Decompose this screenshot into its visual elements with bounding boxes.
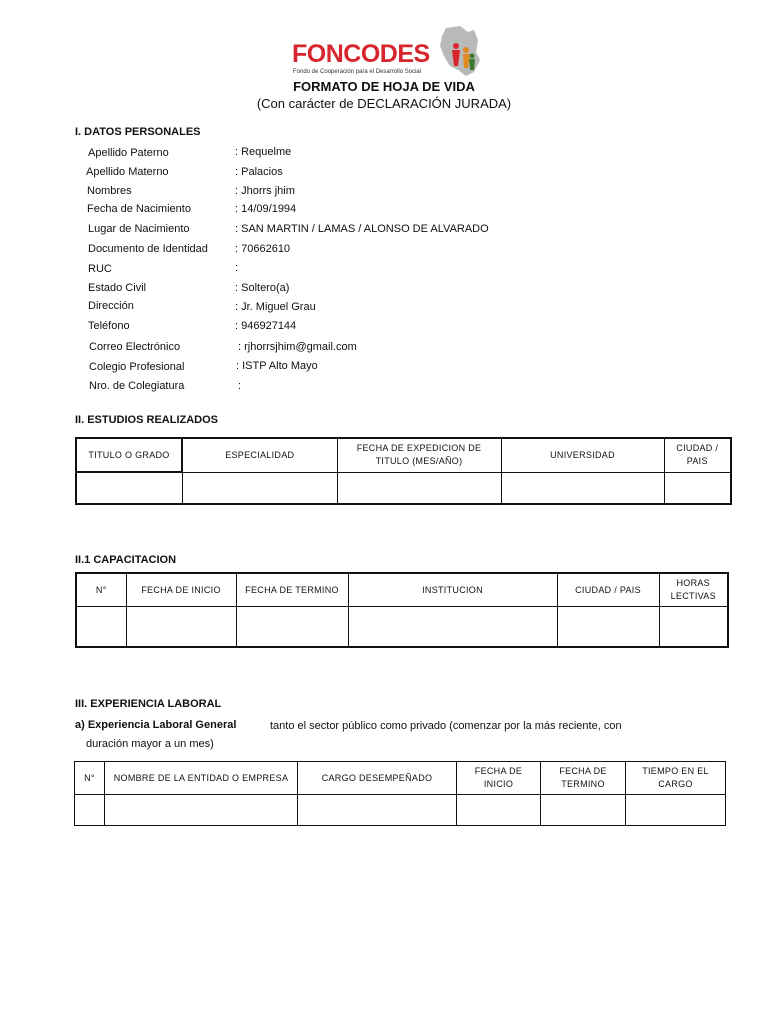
col-header: ESPECIALIDAD <box>182 438 337 472</box>
col-header: CIUDAD / PAIS <box>664 438 731 472</box>
col-header: TIEMPO EN EL CARGO <box>626 762 726 795</box>
field-label: Fecha de Nacimiento <box>87 203 191 215</box>
col-header: INSTITUCION <box>348 573 557 607</box>
general-experience-desc-2: duración mayor a un mes) <box>86 738 214 750</box>
col-header: FECHA DE INICIO <box>126 573 236 607</box>
field-value: : Palacios <box>235 166 283 178</box>
table-cell[interactable] <box>541 795 626 826</box>
document-subtitle: (Con carácter de DECLARACIÓN JURADA) <box>256 96 512 111</box>
foncodes-logo <box>290 26 490 82</box>
field-label: Nombres <box>87 185 132 197</box>
table-cell[interactable] <box>75 795 105 826</box>
col-header: UNIVERSIDAD <box>501 438 664 472</box>
col-header: TITULO O GRADO <box>76 438 182 472</box>
field-label: Documento de Identidad <box>88 243 208 255</box>
field-label: Colegio Profesional <box>89 361 185 373</box>
section-studies-title: II. ESTUDIOS REALIZADOS <box>75 414 219 426</box>
field-value: : Jhorrs jhim <box>235 185 295 197</box>
table-cell[interactable] <box>76 607 126 647</box>
col-header: N° <box>75 762 105 795</box>
table-cell[interactable] <box>664 472 731 504</box>
field-label: Teléfono <box>88 320 130 332</box>
field-label: Apellido Materno <box>86 166 169 178</box>
field-value: : Requelme <box>235 146 292 158</box>
field-value: : rjhorrsjhim@gmail.com <box>238 341 357 353</box>
field-label: Dirección <box>88 300 134 312</box>
table-cell[interactable] <box>76 472 182 504</box>
table-cell[interactable] <box>348 607 557 647</box>
table-cell[interactable] <box>126 607 236 647</box>
section-personal-title: I. DATOS PERSONALES <box>75 126 201 138</box>
field-value: : <box>238 380 242 392</box>
peru-map-icon <box>438 26 480 78</box>
field-value: : 70662610 <box>235 243 291 255</box>
col-header: N° <box>76 573 126 607</box>
field-label: RUC <box>88 263 112 275</box>
field-value: : SAN MARTIN / LAMAS / ALONSO DE ALVARADO <box>235 223 489 235</box>
field-label: Correo Electrónico <box>89 341 181 353</box>
table-cell[interactable] <box>337 472 501 504</box>
document-title: FORMATO DE HOJA DE VIDA <box>293 79 475 94</box>
field-label: Apellido Paterno <box>88 147 169 159</box>
field-value: : ISTP Alto Mayo <box>236 360 318 372</box>
table-cell[interactable] <box>557 607 659 647</box>
training-table <box>75 572 729 648</box>
col-header: FECHA DE TERMINO <box>541 762 626 795</box>
studies-table <box>75 437 732 505</box>
experience-table <box>74 761 726 826</box>
field-value: : 946927144 <box>235 320 297 332</box>
table-cell[interactable] <box>457 795 541 826</box>
field-value: : Jr. Miguel Grau <box>235 301 316 313</box>
table-cell[interactable] <box>501 472 664 504</box>
field-value: : <box>235 262 239 274</box>
field-label: Lugar de Nacimiento <box>88 223 190 235</box>
section-training-title: II.1 CAPACITACION <box>75 554 177 566</box>
section-experience-title: III. EXPERIENCIA LABORAL <box>75 698 222 710</box>
general-experience-label: a) Experiencia Laboral General <box>75 719 237 731</box>
table-cell[interactable] <box>105 795 298 826</box>
col-header: HORAS LECTIVAS <box>659 573 728 607</box>
col-header: NOMBRE DE LA ENTIDAD O EMPRESA <box>105 762 298 795</box>
table-cell[interactable] <box>298 795 457 826</box>
table-cell[interactable] <box>626 795 726 826</box>
col-header: FECHA DE INICIO <box>457 762 541 795</box>
col-header: FECHA DE TERMINO <box>236 573 348 607</box>
field-value: : 14/09/1994 <box>235 203 297 215</box>
field-label: Estado Civil <box>88 282 147 294</box>
field-value: : Soltero(a) <box>235 282 290 294</box>
table-cell[interactable] <box>236 607 348 647</box>
field-label: Nro. de Colegiatura <box>89 380 185 392</box>
table-cell[interactable] <box>182 472 337 504</box>
logo-tagline: Fondo de Cooperación para el Desarrollo Social <box>293 69 422 75</box>
general-experience-desc: tanto el sector público como privado (comenzar por la más reciente, con <box>270 720 622 732</box>
table-cell[interactable] <box>659 607 728 647</box>
col-header: CARGO DESEMPEÑADO <box>298 762 457 795</box>
logo-brand: FONCODES <box>292 40 430 68</box>
col-header: CIUDAD / PAIS <box>557 573 659 607</box>
col-header: FECHA DE EXPEDICION DE TITULO (MES/AÑO) <box>337 438 501 472</box>
